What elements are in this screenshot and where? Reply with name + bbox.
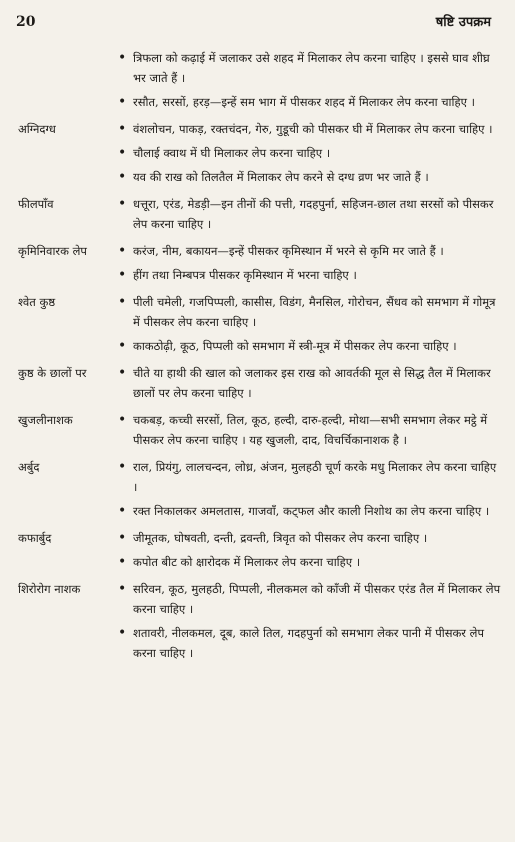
remedy-item [113,336,503,356]
condition-label: कुष्ठ के छालों पर [18,366,87,380]
remedy-item [113,265,503,285]
remedy-text: चकबड़, कच्ची सरसों, तिल, कूठ, हल्दी, दारु-हल्दी, मोथा—सभी समभाग लेकर मट्ठे में पीसकर लेप करना चाहिए । यह खुजली, दाद, विचर्चिकानाशक है । [133,413,488,447]
remedy-text: धत्तूरा, एरंड, मेडड़ी—इन तीनों की पत्ती, गदहपुर्ना, सहिजन-छाल तथा सरसों को पीसकर लेप करना चाहिए । [133,197,494,231]
remedy-text: शतावरी, नीलकमल, दूब, काले तिल, गदहपुर्ना को समभाग लेकर पानी में पीसकर लेप करना चाहिए । [133,626,484,660]
remedy-item [113,501,503,521]
remedy-text: रसौत, सरसों, हरड़—इन्हें सम भाग में पीसकर शहद में मिलाकर लेप करना चाहिए । [133,95,475,109]
condition-label: अर्बुद [18,460,40,474]
remedy-text: राल, प्रियंगु, लालचन्दन, लोध्र, अंजन, मुलहठी चूर्ण करके मधु मिलाकर लेप करना चाहिए । [133,460,497,494]
remedy-text: सरिवन, कूठ, मुलहठी, पिप्पली, नीलकमल को काँजी में पीसकर एरंड तैल में मिलाकर लेप करना चाहिए । [133,582,501,616]
remedy-item [113,552,503,572]
remedy-text: वंशलोचन, पाकड़, रक्तचंदन, गेरु, गुडूची को पीसकर घी में मिलाकर लेप करना चाहिए । [133,122,493,136]
condition-label: फीलपाँव [18,197,54,211]
remedy-text: पीली चमेली, गजपिप्पली, कासीस, विडंग, मैनसिल, गोरोचन, सैंधव को समभाग में गोमूत्र में पीसकर लेप करना चाहिए । [133,295,496,329]
remedy-item [113,292,503,332]
condition-label: कृमिनिवारक लेप [18,244,87,258]
remedy-text: चौलाई क्वाथ में घी मिलाकर लेप करना चाहिए । [133,146,331,160]
condition-label: खुजलीनाशक [18,413,73,427]
remedy-item [113,528,503,548]
remedy-item [113,48,503,88]
remedy-text: करंज, नीम, बकायन—इन्हें पीसकर कृमिस्थान में भरने से कृमि मर जाते हैं । [133,244,444,258]
page-content [18,48,503,670]
remedy-entry [18,194,503,238]
running-head: षष्टि उपक्रम [435,15,491,30]
bullet-icon: • [118,50,127,66]
bullet-icon: • [118,145,127,161]
bullet-icon: • [118,294,127,310]
remedy-item [113,579,503,619]
remedy-text: जीमूतक, घोषवती, दन्ती, द्रवन्ती, त्रिवृत को पीसकर लेप करना चाहिए । [133,531,428,545]
remedy-text: त्रिफला को कढ़ाई में जलाकर उसे शहद में मिलाकर लेप करना चाहिए । इससे घाव शीघ्र भर जाते हैं । [133,51,490,85]
remedy-list [113,48,503,116]
bullet-icon: • [118,625,127,641]
bullet-icon: • [118,267,127,283]
remedy-list [113,194,503,238]
remedy-item [113,410,503,450]
remedy-entry [18,119,503,191]
condition-label: शिरोरोग नाशक [18,582,81,596]
remedy-list [113,292,503,360]
bullet-icon: • [118,554,127,570]
bullet-icon: • [118,365,127,381]
bullet-icon: • [118,169,127,185]
remedy-list [113,410,503,454]
bullet-icon: • [118,243,127,259]
remedy-list [113,119,503,191]
remedy-entry [18,579,503,667]
bullet-icon: • [118,412,127,428]
remedy-entry [18,457,503,525]
condition-label: कफार्बुद [18,531,52,545]
remedy-item [113,119,503,139]
bullet-icon: • [118,503,127,519]
remedy-item [113,92,503,112]
remedy-text: रक्त निकालकर अमलतास, गाजवाँ, कट्फल और काली निशोथ का लेप करना चाहिए । [133,504,490,518]
bullet-icon: • [118,338,127,354]
remedy-item [113,143,503,163]
remedy-text: हींग तथा निम्बपत्र पीसकर कृमिस्थान में भरना चाहिए । [133,268,357,282]
remedy-text: यव की राख को तिलतैल में मिलाकर लेप करने से दग्ध व्रण भर जाते हैं । [133,170,429,184]
condition-label: अग्निदग्ध [18,122,56,136]
remedy-item [113,241,503,261]
condition-label: श्वेत कुष्ठ [18,295,56,309]
remedy-item [113,457,503,497]
remedy-entry [18,241,503,289]
remedy-text: चीते या हाथी की खाल को जलाकर इस राख को आवर्तकी मूल से सिद्ध तैल में मिलाकर छालों पर लेप करना चाहिए । [133,366,491,400]
remedy-text: काकठोढ़ी, कूठ, पिप्पली को समभाग में स्त्री-मूत्र में पीसकर लेप करना चाहिए । [133,339,457,353]
remedy-text: कपोत बीट को क्षारोदक में मिलाकर लेप करना चाहिए । [133,555,361,569]
bullet-icon: • [118,94,127,110]
bullet-icon: • [118,581,127,597]
remedy-entry [18,410,503,454]
remedy-item [113,167,503,187]
remedy-list [113,241,503,289]
bullet-icon: • [118,530,127,546]
bullet-icon: • [118,459,127,475]
remedy-entry [18,292,503,360]
remedy-list [113,457,503,525]
page-number: 20 [16,14,36,30]
remedy-list [113,528,503,576]
remedy-list [113,579,503,667]
remedy-item [113,194,503,234]
bullet-icon: • [118,196,127,212]
remedy-entry [18,528,503,576]
remedy-entry [18,48,503,116]
remedy-list [113,363,503,407]
remedy-item [113,363,503,403]
bullet-icon: • [118,121,127,137]
remedy-entry [18,363,503,407]
remedy-item [113,623,503,663]
